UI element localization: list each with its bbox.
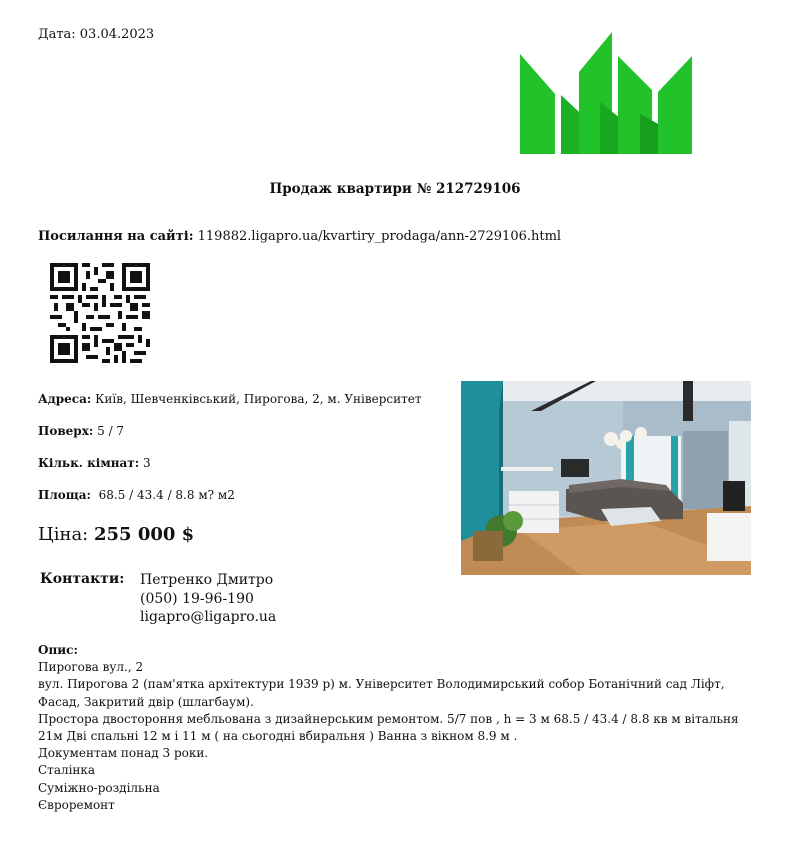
floor-field	[38, 424, 124, 438]
description-line: Суміжно-роздільна	[38, 780, 160, 795]
contact-name: Петренко Дмитро	[140, 572, 274, 588]
address-label: Адреса:	[38, 392, 92, 406]
listing-link-label: Посилання на сайті:	[38, 229, 194, 244]
area-field	[38, 488, 235, 502]
description-heading: Опис:	[38, 643, 78, 657]
contact-email[interactable]: ligapro@ligapro.ua	[140, 609, 277, 625]
listing-link-row	[38, 229, 561, 244]
price-label: Ціна:	[38, 524, 89, 545]
listing-link-url[interactable]: 119882.ligapro.ua/kvartiry_prodaga/ann-2729106.html	[197, 229, 562, 244]
area-value: 68.5 / 43.4 / 8.8 м? м2	[94, 488, 235, 502]
contacts-block	[140, 571, 276, 627]
price-value: 255 000 $	[93, 524, 195, 545]
document-date: Дата: 03.04.2023	[38, 27, 155, 42]
contact-phone[interactable]: (050) 19-96-190	[140, 590, 254, 607]
rooms-field	[38, 456, 151, 470]
rooms-label: Кільк. кімнат:	[38, 456, 140, 470]
price-row	[38, 524, 194, 545]
description-line: Сталінка	[38, 763, 96, 778]
description-line: Євроремонт	[38, 797, 115, 812]
floor-label: Поверх:	[38, 424, 94, 438]
page-title: Продаж квартири № 212729106	[269, 181, 521, 197]
address-value: Київ, Шевченківський, Пирогова, 2, м. Університет	[95, 392, 422, 406]
description-line: Документам понад 3 роки.	[38, 746, 209, 761]
description-line: Простора двостороння мебльована з дизайнерським ремонтом. 5/7 пов , h = 3 м 68.5 / 43.4 / 8.8 кв м вітальня 21м Дві спальні 12 м і 11 м ( на сьогодні вбиральня ) Ванна з вікном 8.9 м .	[38, 711, 739, 744]
address-field	[38, 392, 422, 406]
description-line: Пирогова вул., 2	[38, 660, 144, 675]
description-block	[38, 642, 758, 814]
qr-code-icon	[50, 263, 150, 363]
company-logo-icon	[520, 32, 695, 160]
floor-value: 5 / 7	[97, 424, 125, 438]
description-line: вул. Пирогова 2 (пам'ятка архітектури 1939 р) м. Університет Володимирський собор Ботанічний сад Ліфт, Фасад, Закритий двір (шлагбаум).	[38, 677, 725, 709]
contacts-label: Контакти:	[40, 571, 125, 587]
area-label: Площа:	[38, 488, 91, 502]
apartment-photo[interactable]	[461, 381, 751, 575]
rooms-value: 3	[143, 456, 151, 470]
